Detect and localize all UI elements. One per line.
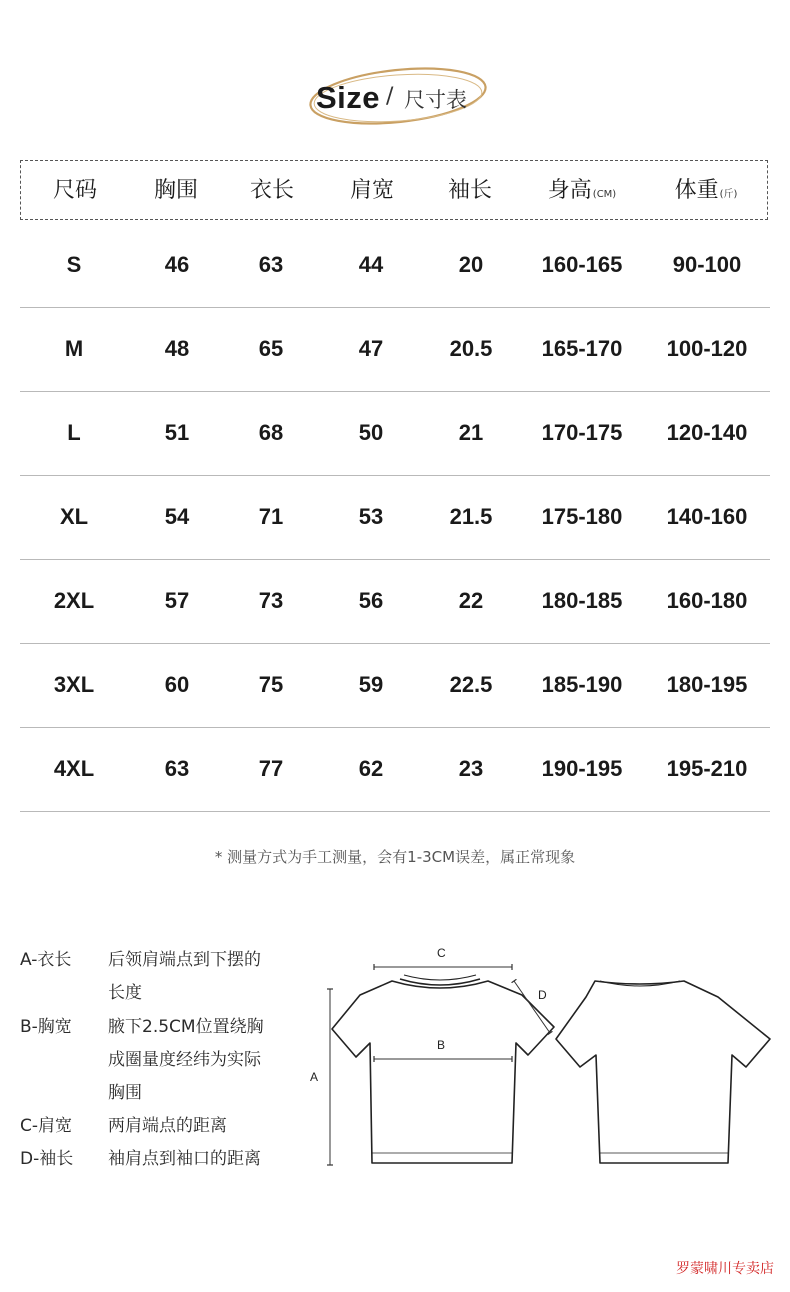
legend-text-a-1: 后领肩端点到下摆的: [108, 950, 261, 970]
cell-height: 170-175: [541, 420, 623, 445]
cell-sleeve: 20.5: [449, 336, 493, 361]
legend-text-b-2: 成圈量度经纬为实际: [108, 1050, 261, 1070]
cell-length: 77: [258, 756, 284, 781]
legend-text-b-3: 胸围: [108, 1083, 142, 1103]
cell-shoulder: 44: [358, 252, 384, 277]
table-row: [20, 307, 770, 392]
title-chinese: 尺寸表: [404, 88, 467, 112]
legend-key-b: B-胸宽: [20, 1017, 72, 1037]
cell-length: 63: [258, 252, 284, 277]
measurement-note: * 测量方式为手工测量，会有1-3CM误差，属正常现象: [214, 848, 576, 866]
cell-height: 180-185: [541, 588, 623, 613]
cell-chest: 54: [164, 504, 190, 529]
cell-weight: 90-100: [672, 252, 742, 277]
cell-weight: 160-180: [666, 588, 748, 613]
cell-weight: 140-160: [666, 504, 748, 529]
cell-chest: 63: [164, 756, 190, 781]
cell-chest: 46: [164, 252, 190, 277]
cell-height: 165-170: [541, 336, 623, 361]
table-row: [20, 643, 770, 728]
header-size: 尺码: [52, 178, 98, 203]
cell-size: XL: [59, 504, 89, 529]
cell-sleeve: 21.5: [449, 504, 493, 529]
cell-shoulder: 56: [358, 588, 384, 613]
shop-name-watermark: 罗蒙啸川专卖店: [676, 1261, 774, 1277]
table-row: [20, 727, 770, 812]
cell-chest: 48: [164, 336, 190, 361]
cell-length: 65: [258, 336, 284, 361]
dim-label-c: C: [437, 946, 446, 960]
size-chart-title: [300, 62, 500, 132]
legend-key-c: C-肩宽: [20, 1116, 73, 1136]
legend-text-c-1: 两肩端点的距离: [108, 1116, 227, 1136]
cell-chest: 57: [164, 588, 190, 613]
cell-sleeve: 23: [458, 756, 484, 781]
cell-sleeve: 22: [458, 588, 484, 613]
header-weight-unit: (斤): [719, 189, 738, 200]
table-header: [20, 160, 768, 220]
cell-height: 175-180: [541, 504, 623, 529]
cell-chest: 60: [164, 672, 190, 697]
cell-size: M: [64, 336, 84, 361]
title-size-word: Size: [316, 80, 381, 115]
cell-height: 190-195: [541, 756, 623, 781]
cell-height: 185-190: [541, 672, 623, 697]
cell-sleeve: 21: [458, 420, 484, 445]
cell-size: S: [66, 252, 82, 277]
table-row: [20, 559, 770, 644]
cell-sleeve: 22.5: [449, 672, 493, 697]
cell-size: L: [67, 420, 81, 445]
cell-shoulder: 53: [358, 504, 384, 529]
dim-label-b: B: [437, 1038, 446, 1052]
cell-chest: 51: [164, 420, 190, 445]
tshirt-front-outline: [332, 975, 554, 1163]
cell-weight: 100-120: [666, 336, 748, 361]
cell-length: 73: [258, 588, 284, 613]
header-weight: 体重(斤): [674, 178, 738, 203]
tshirt-measurement-diagram: [300, 935, 780, 1175]
cell-weight: 180-195: [666, 672, 748, 697]
cell-length: 75: [258, 672, 284, 697]
cell-height: 160-165: [541, 252, 623, 277]
header-chest: 胸围: [153, 178, 199, 203]
table-row: [20, 391, 770, 476]
table-row: [20, 475, 770, 560]
legend-text-b-1: 腋下2.5CM位置绕胸: [108, 1017, 264, 1037]
header-height-unit: (CM): [592, 189, 617, 200]
legend-key-a: A-衣长: [20, 950, 72, 970]
legend-text-d-1: 袖肩点到袖口的距离: [108, 1149, 261, 1169]
cell-length: 68: [258, 420, 284, 445]
cell-length: 71: [258, 504, 284, 529]
cell-sleeve: 20: [458, 252, 484, 277]
table-row: [20, 223, 770, 308]
cell-shoulder: 62: [358, 756, 384, 781]
legend-text-a-2: 长度: [108, 983, 142, 1003]
dim-label-d: D: [538, 988, 547, 1002]
cell-shoulder: 50: [358, 420, 384, 445]
legend-key-d: D-袖长: [20, 1149, 74, 1169]
dim-label-a: A: [310, 1070, 319, 1084]
header-height: 身高(CM): [547, 178, 617, 203]
cell-size: 4XL: [53, 756, 95, 781]
cell-size: 3XL: [53, 672, 95, 697]
header-length: 衣长: [249, 178, 295, 203]
title-separator: /: [386, 84, 394, 109]
cell-shoulder: 59: [358, 672, 384, 697]
cell-shoulder: 47: [358, 336, 384, 361]
tshirt-back-outline: [556, 981, 770, 1163]
cell-size: 2XL: [53, 588, 95, 613]
header-sleeve: 袖长: [447, 178, 493, 203]
cell-weight: 195-210: [666, 756, 748, 781]
cell-weight: 120-140: [666, 420, 748, 445]
header-shoulder: 肩宽: [349, 178, 395, 203]
